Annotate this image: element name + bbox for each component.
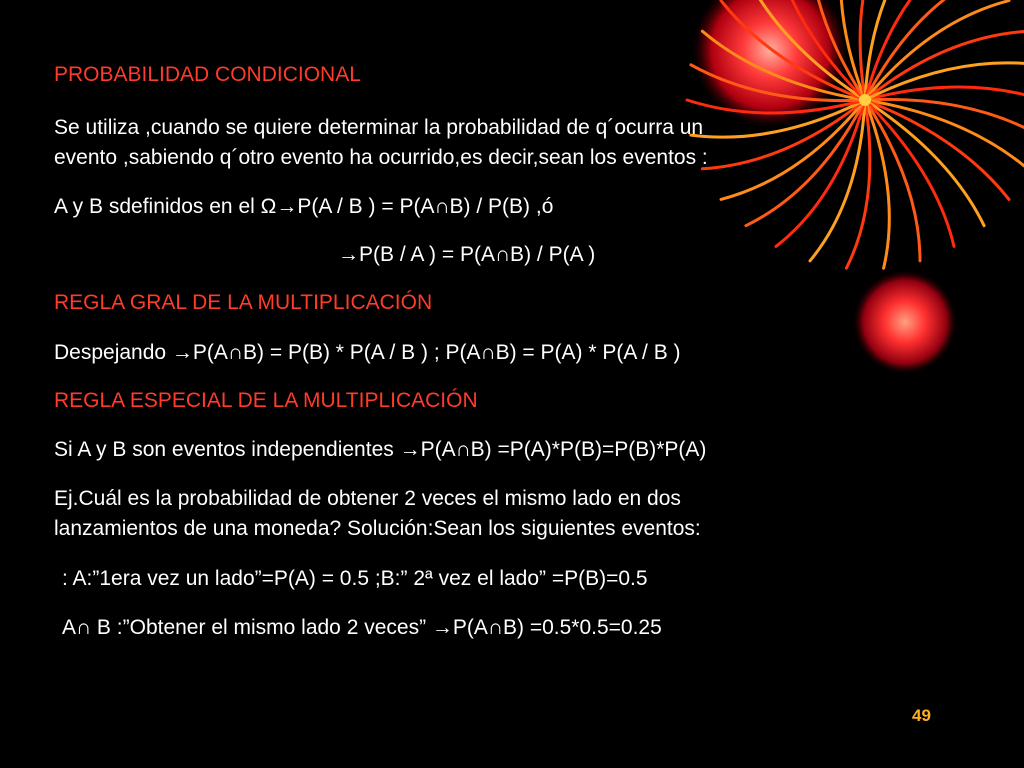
intro-text-line-2: evento ,sabiendo q´otro evento ha ocurrido,es decir,sean los eventos : bbox=[54, 146, 708, 169]
heading-special-rule: REGLA ESPECIAL DE LA MULTIPLICACIÓN bbox=[54, 389, 478, 412]
general-rule-text: Despejando →P(A∩B) = P(B) * P(A / B ) ; P(A∩B) = P(A) * P(A / B ) bbox=[54, 341, 681, 364]
heading-general-rule: REGLA GRAL DE LA MULTIPLICACIÓN bbox=[54, 291, 433, 314]
example-line-4: A∩ B :”Obtener el mismo lado 2 veces” →P(A∩B) =0.5*0.5=0.25 bbox=[62, 616, 662, 639]
example-line-1: Ej.Cuál es la probabilidad de obtener 2 veces el mismo lado en dos bbox=[54, 487, 681, 510]
example-line-2: lanzamientos de una moneda? Solución:Sean los siguientes eventos: bbox=[54, 517, 701, 540]
page-number: 49 bbox=[912, 706, 931, 725]
slide-title: PROBABILIDAD CONDICIONAL bbox=[54, 63, 361, 86]
firework-center bbox=[859, 94, 871, 106]
formula-line-1: A y B sdefinidos en el Ω→P(A / B ) = P(A∩B) / P(B) ,ó bbox=[54, 195, 554, 218]
example-line-3: : A:”1era vez un lado”=P(A) = 0.5 ;B:” 2ª vez el lado” =P(B)=0.5 bbox=[62, 567, 648, 590]
formula-line-2: →P(B / A ) = P(A∩B) / P(A ) bbox=[338, 243, 596, 266]
special-rule-text: Si A y B son eventos independientes →P(A∩B) =P(A)*P(B)=P(B)*P(A) bbox=[54, 438, 707, 461]
firework-orb-small bbox=[853, 270, 957, 374]
intro-text-line-1: Se utiliza ,cuando se quiere determinar la probabilidad de q´ocurra un bbox=[54, 116, 704, 139]
